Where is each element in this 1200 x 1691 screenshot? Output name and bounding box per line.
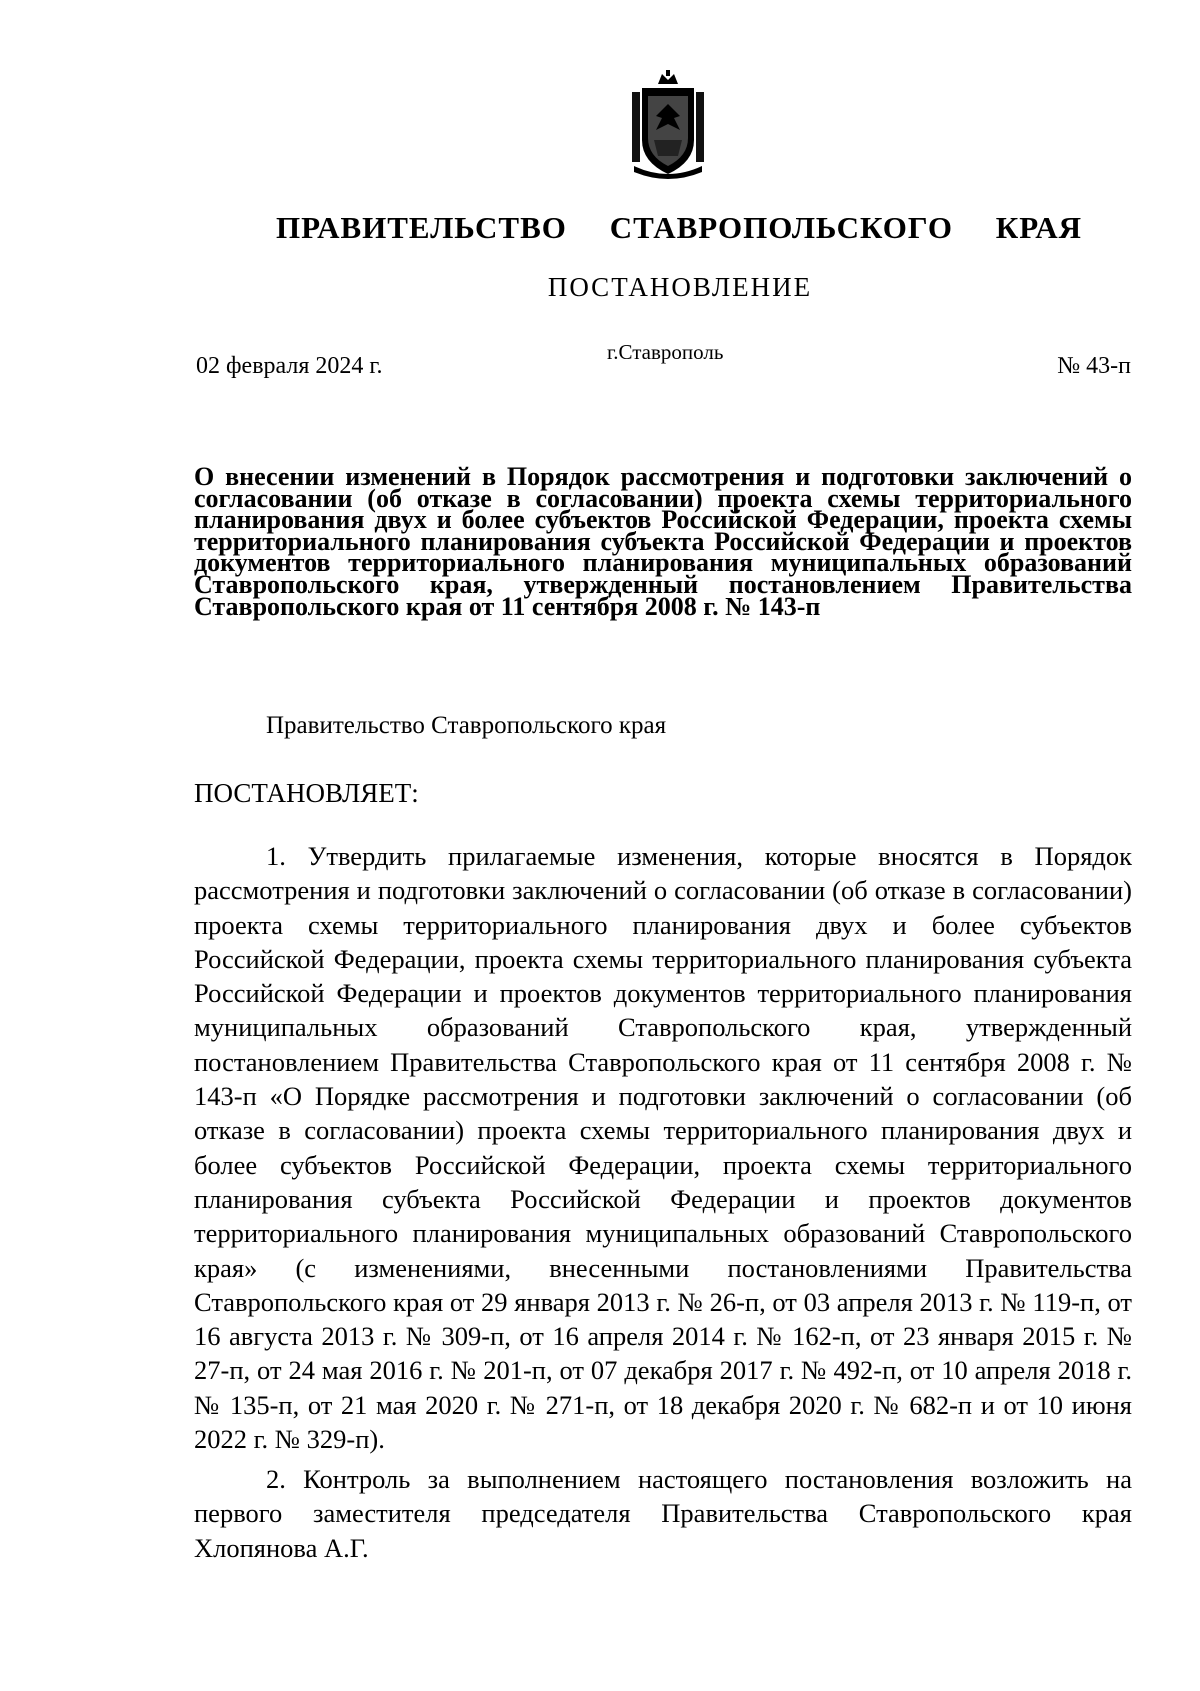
document-date: 02 февраля 2024 г. — [196, 353, 383, 379]
document-number: № 43-п — [1057, 353, 1131, 379]
coat-of-arms-icon — [628, 70, 708, 182]
government-title-word-1: ПРАВИТЕЛЬСТВО — [276, 210, 567, 245]
paragraph-2: 2. Контроль за выполнением настоящего постановления возложить на первого заместителя председателя Правительства Ставропольского края Хлопянова А.Г. — [194, 1464, 1132, 1563]
paragraph-1: 1. Утвердить прилагаемые изменения, которые вносятся в Порядок рассмотрения и подготовки заключений о согласовании (об отказе в согласовании) проекта схемы территориального планирования двух и более субъектов Российской Федерации, проекта схемы территориального планирования субъекта Российской Федерации и проектов документов территориального планирования муниципальных образований Ставропольского края, утвержденный постановлением Правительства Ставропольского края от 11 сентября 2008 г. № 143-п «О Порядке рассмотрения и подготовки заключений о согласовании (об отказе в согласовании) проекта схемы территориального планирования двух и более субъектов Российской Федерации, проекта схемы территориального планирования субъекта Российской Федерации и проектов документов территориального планирования муниципальных образований Ставропольского края» (с изменениями, внесенными постановлениями Правительства Ставропольского края от 29 января 2013 г. № 26-п, от 03 апреля 2013 г. № 119-п, от 16 августа 2013 г. № 309-п, от 16 апреля 2014 г. № 162-п, от 23 января 2015 г. № 27-п, от 24 мая 2016 г. № 201-п, от 07 декабря 2017 г. № 492-п, от 10 апреля 2018 г. № 135-п, от 21 мая 2020 г. № 271-п, от 18 декабря 2020 г. № 682-п и от 10 июня 2022 г. № 329-п). — [194, 841, 1132, 1455]
government-name: Правительство Ставропольского края — [266, 712, 667, 739]
document-type: ПОСТАНОВЛЕНИЕ — [547, 272, 813, 302]
document-city: г.Ставрополь — [607, 340, 724, 364]
document-subject: О внесении изменений в Порядок рассмотрения и подготовки заключений о согласовании (об отказе в согласовании) проекта схемы территориального планирования двух и более субъектов Российской Федерации, проекта схемы территориального планирования субъекта Российской Федерации и проектов документов территориального планирования муниципальных образований Ставропольского края, утвержденный постановлением Правительства Ставропольского края от 11 сентября 2008 г. № 143-п — [194, 462, 1132, 621]
government-title — [276, 210, 1082, 246]
government-title-word-3: КРАЯ — [995, 210, 1082, 245]
resolves-heading: ПОСТАНОВЛЯЕТ: — [194, 778, 419, 808]
government-title-word-2: СТАВРОПОЛЬСКОГО — [609, 210, 953, 245]
